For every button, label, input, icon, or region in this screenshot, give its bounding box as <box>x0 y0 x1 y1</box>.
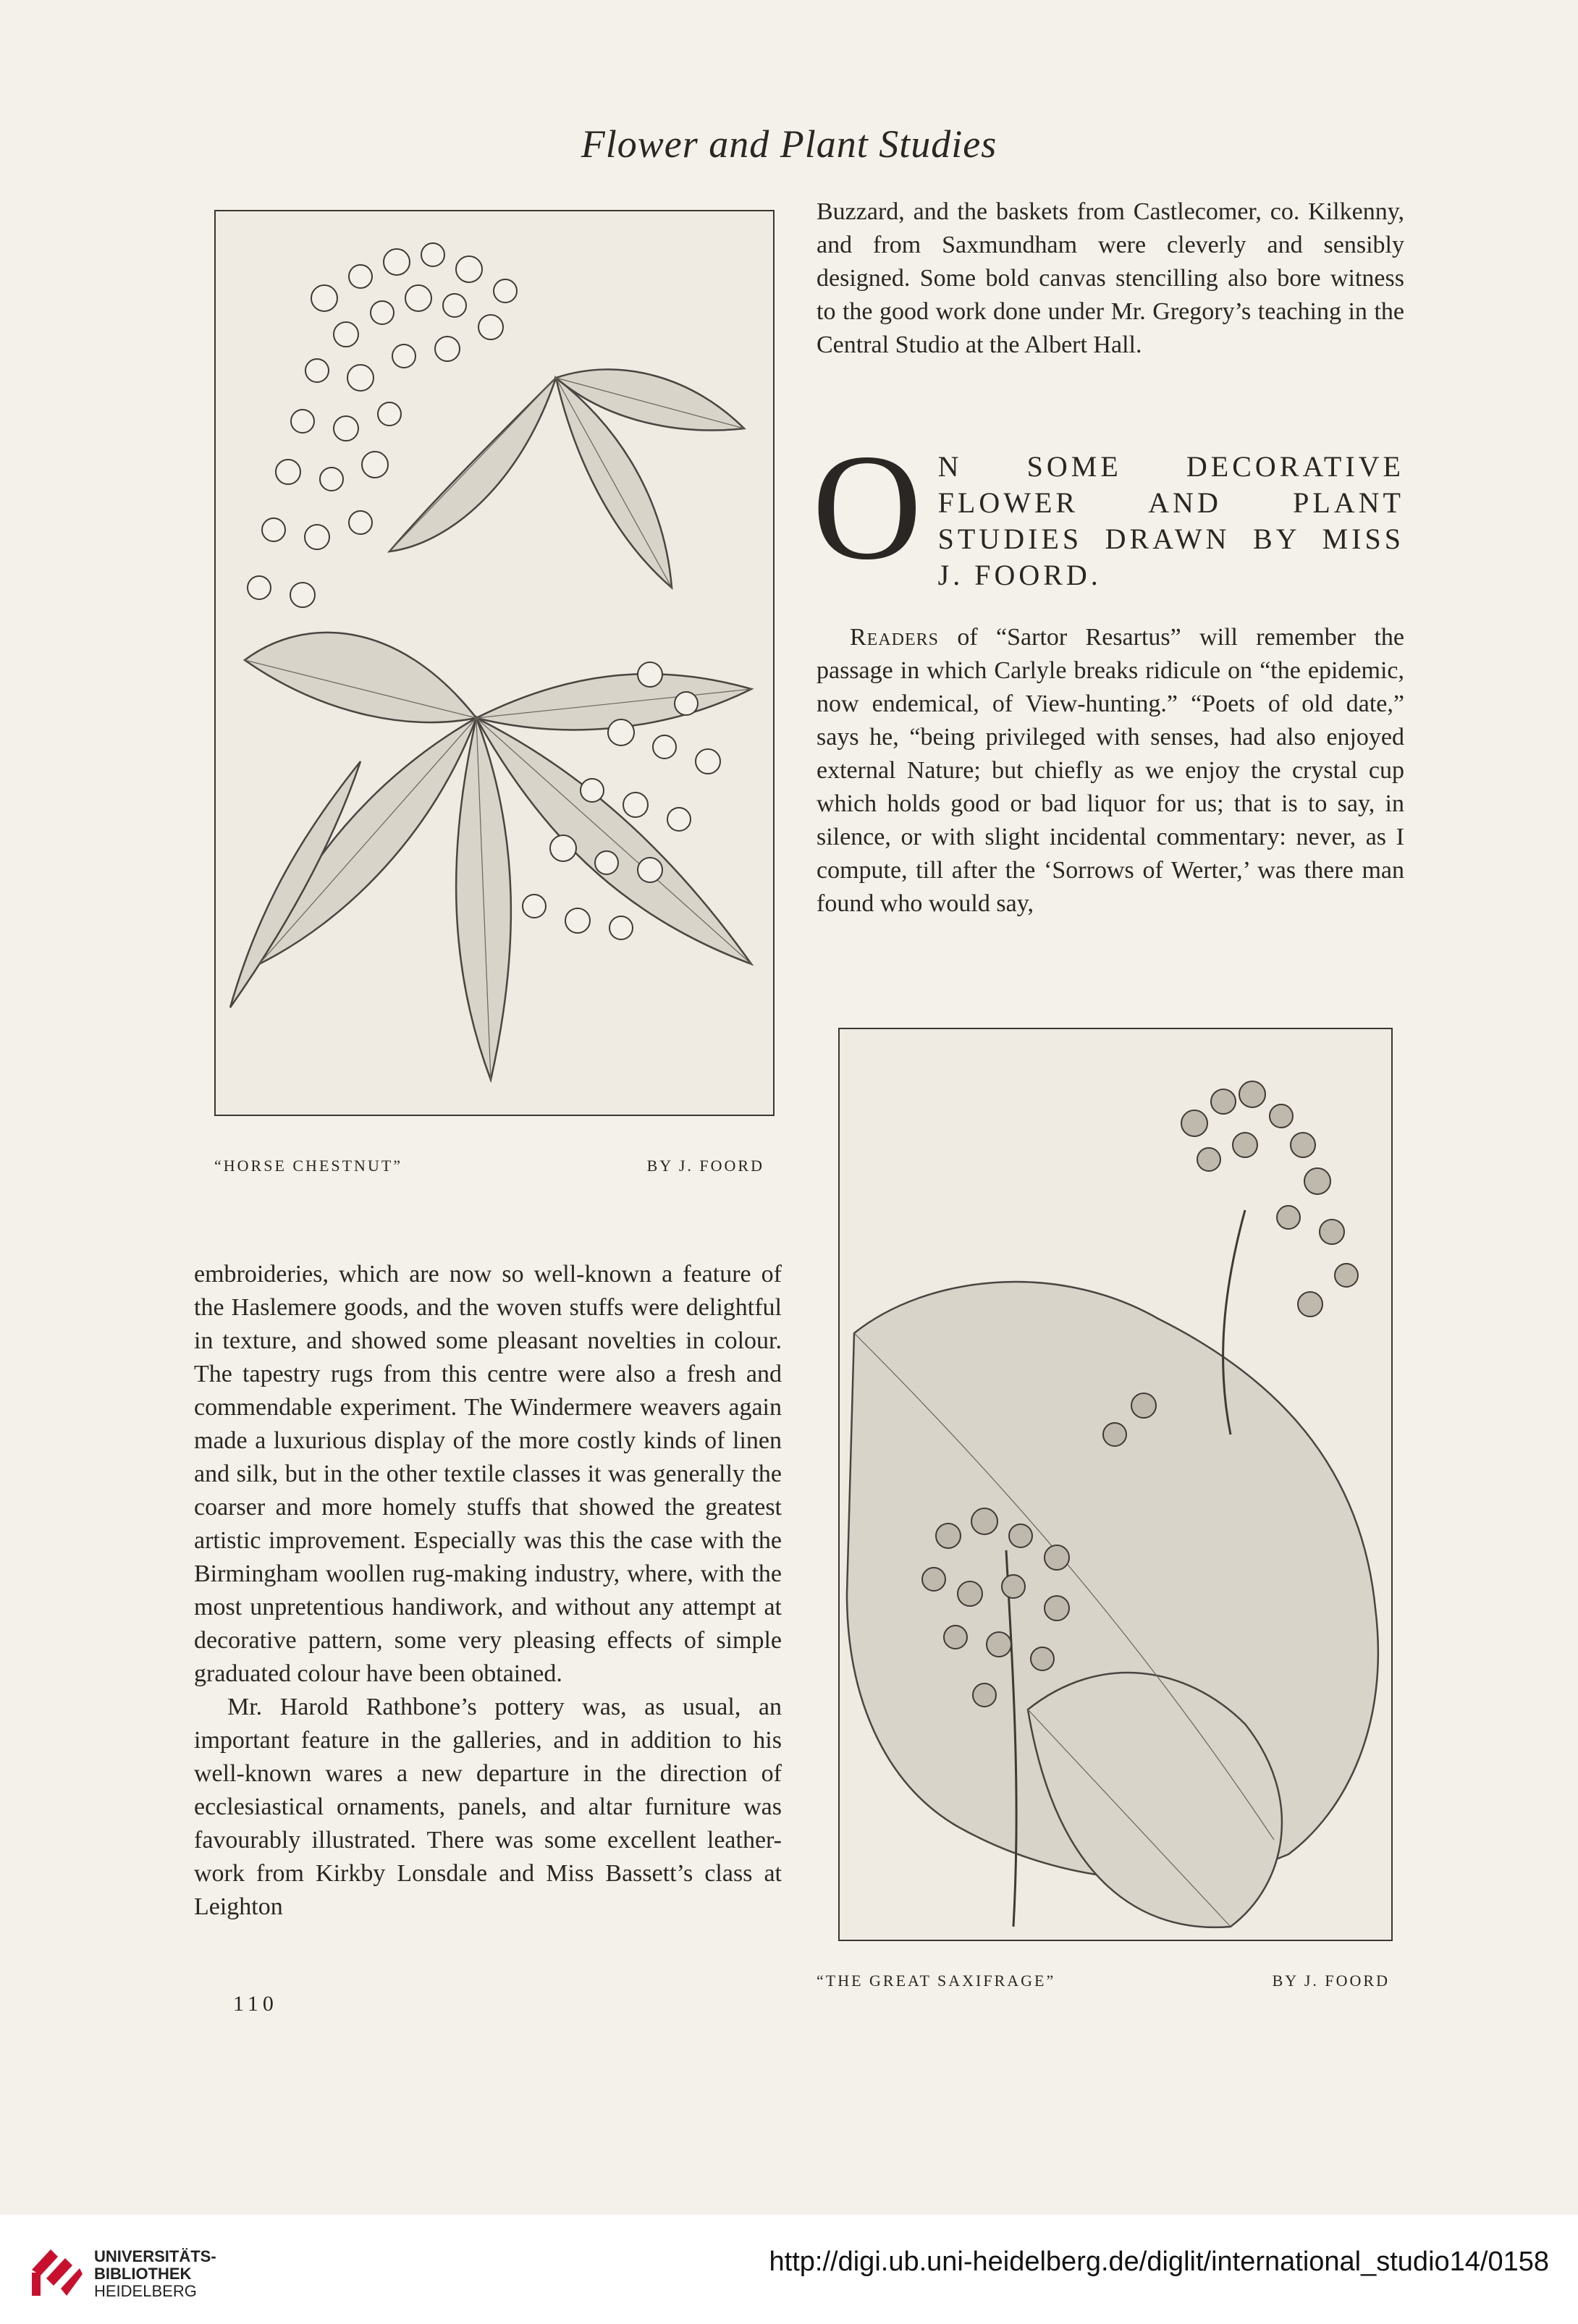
article-heading <box>812 423 1404 593</box>
saxifrage-caption <box>817 1972 1390 1993</box>
paragraph-embroideries: embroideries, which are now so well-known a feature of the Haslemere goods, and the woven stuffs were delightful in texture, and showed some pleasant novelties in colour. The tapestry rugs from this centre were also a fresh and commendable experiment. The Windermere weavers again made a luxurious display of the more costly kinds of linen and silk, but in the other textile classes it was generally the coarser and more homely stuffs that showed the greatest artistic improvement. Especially was this the case with the Birmingham woollen rug-making industry, where, with the most unpretentious handiwork, and without any attempt at decorative pattern, some very pleasing effects of simple graduated colour have been obtained. <box>194 1261 782 1687</box>
great-saxifrage-illustration <box>838 1028 1393 1941</box>
horse-chestnut-illustration <box>214 210 775 1116</box>
library-footer <box>0 2215 1578 2324</box>
figure-credit: BY J. FOORD <box>646 1157 764 1175</box>
figure-credit: BY J. FOORD <box>1272 1972 1390 1990</box>
institution-line-3: HEIDELBERG <box>94 2282 197 2300</box>
institution-name <box>94 2248 216 2300</box>
page-number: 110 <box>233 1992 278 2016</box>
drop-cap: O <box>812 423 922 591</box>
right-column-article <box>817 621 1404 921</box>
right-column-continuation <box>817 195 1404 362</box>
horse-chestnut-caption <box>214 1157 764 1178</box>
article-paragraph: of “Sartor Resartus” will remember the passage in which Carlyle breaks ridicule on “the epidemic, now endemical, of View-hunting.” “Poets of old date,” says he, “being privileged with senses, had also enjoyed external Nature; but chiefly as we enjoy the crystal cup which holds good or bad liquor for us; that is to say, in silence, or with slight incidental commentary: never, as I compute, till after the ‘Sorrows of Werter,’ was there man found who would say, <box>817 624 1404 917</box>
source-url-link[interactable]: http://digi.ub.uni-heidelberg.de/diglit/international_studio14/0158 <box>769 2247 1549 2277</box>
figure-title: “THE GREAT SAXIFRAGE” <box>817 1972 1056 1990</box>
running-head: Flower and Plant Studies <box>581 122 997 166</box>
paragraph-pottery: Mr. Harold Rathbone’s pottery was, as usual, an important feature in the galleries, and in addition to his well-known wares a new departure in the direction of ecclesiastical ornaments, panels, and altar furniture was favourably illustrated. There was some excellent leather-work from Kirkby Lonsdale and Miss Bassett’s class at Leighton <box>194 1694 782 1920</box>
heading-text: N SOME DECORATIVE FLOWER AND PLANT STUDIES DRAWN BY MISS J. FOORD. <box>937 450 1404 591</box>
institution-line-2: BIBLIOTHEK <box>94 2265 192 2283</box>
institution-line-1: UNIVERSITÄTS- <box>94 2247 216 2265</box>
continuation-paragraph: Buzzard, and the baskets from Castlecomer, co. Kilkenny, and from Saxmundham were cleverly and sensibly designed. Some bold canvas stencilling also bore witness to the good work done under Mr. Gregory’s teaching in the Central Studio at the Albert Hall. <box>817 198 1404 358</box>
library-logo-icon <box>29 2244 84 2299</box>
left-column-article <box>194 1258 782 1924</box>
lead-word: Readers <box>850 624 940 651</box>
figure-title: “HORSE CHESTNUT” <box>214 1157 403 1175</box>
